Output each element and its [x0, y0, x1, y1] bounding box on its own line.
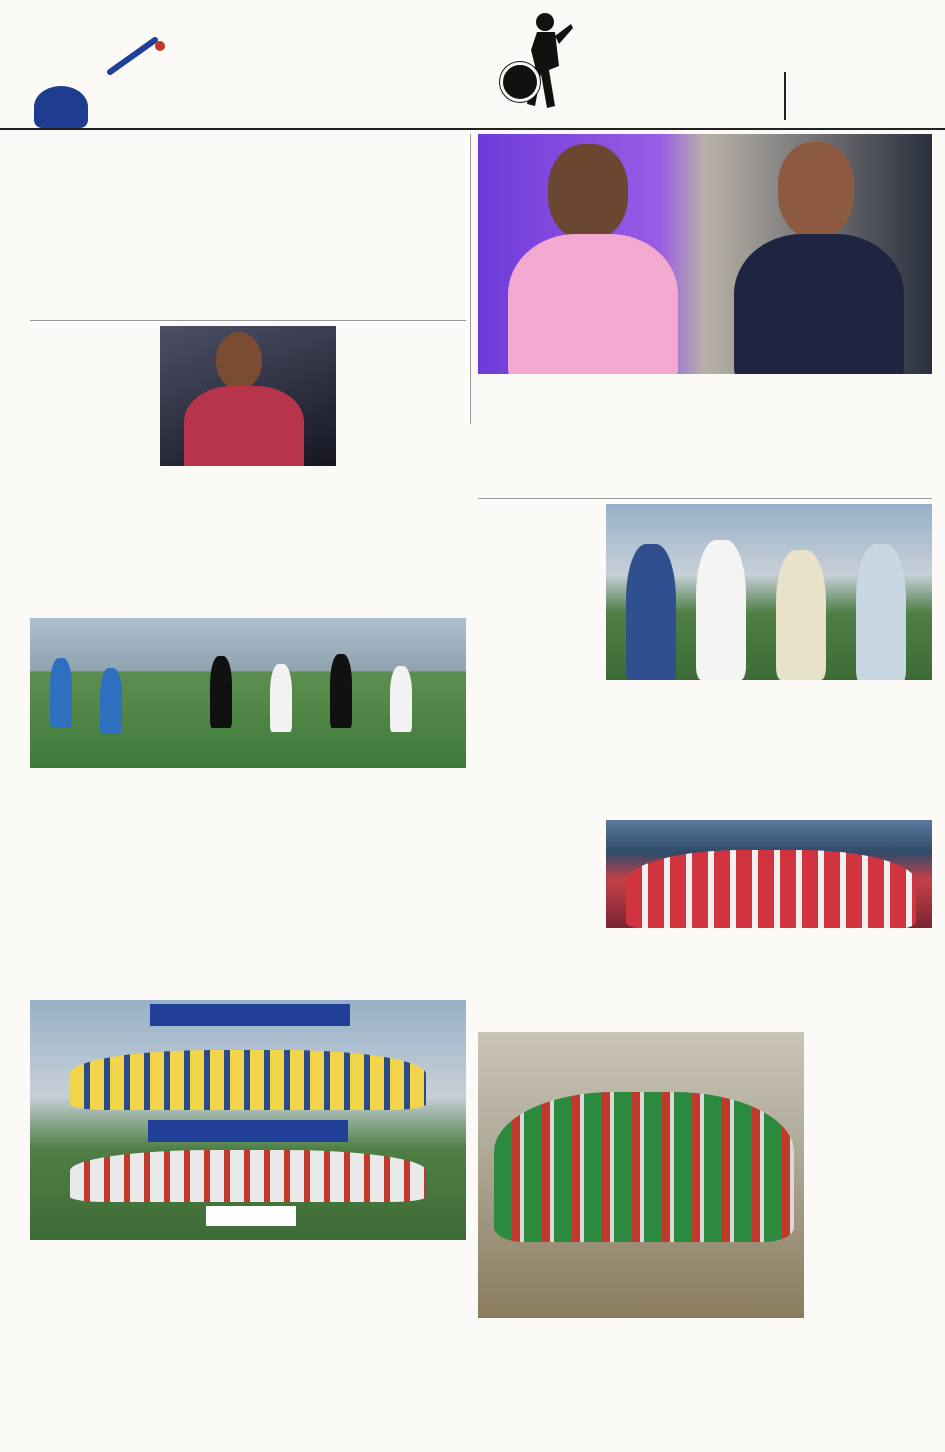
- bpl-ticket-body: [30, 392, 154, 614]
- kahalu-body: [606, 736, 932, 816]
- player-left-head: [548, 144, 628, 240]
- women-football-photo: [478, 1032, 804, 1318]
- shakib-photo: [160, 326, 336, 466]
- divider: [478, 498, 932, 499]
- dinajpur-ceremony-photo: [30, 1000, 466, 1240]
- player-jersey: [184, 386, 304, 466]
- rangpur-chattogram-players-photo: [478, 134, 932, 374]
- champion-board: [206, 1206, 296, 1226]
- player-right-head: [778, 142, 854, 238]
- rangpur-body: [478, 410, 932, 496]
- july-cup-photo: [606, 820, 932, 928]
- dinajpur-body: [30, 1294, 466, 1444]
- column-rule: [470, 134, 471, 424]
- coach-body-col3: [322, 210, 464, 318]
- ceremony-banner-top: [150, 1004, 350, 1026]
- abahani-match-photo: [30, 618, 466, 768]
- player-head: [216, 332, 262, 390]
- coach-body-col2: [176, 210, 316, 318]
- page-number: [34, 86, 88, 128]
- kahalu-ceremony-photo: [606, 504, 932, 680]
- football-icon: [500, 62, 540, 102]
- player-left-jersey: [508, 234, 678, 374]
- coach-body-col1: [30, 210, 170, 318]
- shakib-body: [160, 530, 466, 614]
- tarash-body: [808, 1372, 932, 1444]
- player-right-jersey: [734, 234, 904, 374]
- kahalu-women-body: [478, 1352, 804, 1444]
- abahani-body: [30, 858, 466, 998]
- divider: [30, 320, 466, 321]
- july-cup-body: [478, 986, 804, 1030]
- ceremony-banner-bottom: [148, 1120, 348, 1142]
- cricket-bat-icon: [100, 36, 170, 76]
- masthead-divider: [784, 72, 786, 120]
